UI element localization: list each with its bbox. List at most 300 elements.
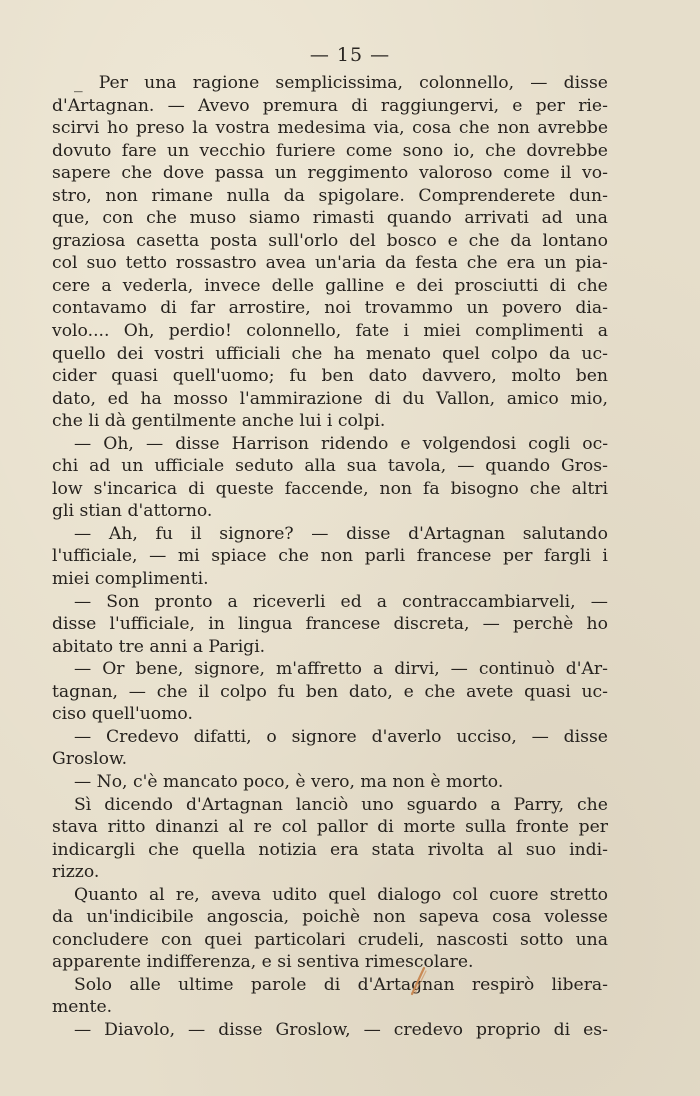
word: o bbox=[266, 726, 277, 747]
word: che bbox=[576, 275, 608, 296]
word: tagnan, bbox=[52, 681, 119, 702]
word: Ah, bbox=[108, 523, 138, 544]
page-number: — 15 — bbox=[309, 44, 391, 66]
word: col bbox=[452, 884, 478, 905]
word: dei bbox=[116, 343, 144, 364]
word: una bbox=[575, 208, 608, 229]
word: davvero, bbox=[421, 366, 497, 387]
word: tavola, bbox=[387, 456, 447, 477]
word: da bbox=[385, 253, 407, 274]
word: fa bbox=[423, 478, 440, 499]
text-line bbox=[52, 681, 608, 704]
word: spiace bbox=[211, 546, 267, 567]
word: alle bbox=[129, 974, 161, 995]
word: bene, bbox=[135, 659, 184, 680]
word: lanciò bbox=[295, 794, 349, 815]
word: proprio bbox=[476, 1019, 541, 1040]
text-line bbox=[52, 929, 608, 952]
word: disse bbox=[175, 433, 220, 454]
word: Credevo bbox=[106, 726, 179, 747]
word: disse bbox=[52, 614, 97, 635]
word: vederla, bbox=[122, 275, 194, 296]
word: aveva bbox=[210, 884, 262, 905]
word: volgendosi bbox=[422, 433, 517, 454]
word: quella bbox=[191, 839, 246, 860]
word: uc- bbox=[581, 681, 608, 702]
word: difatti, bbox=[193, 726, 252, 747]
word: vostri bbox=[154, 343, 205, 364]
word: es- bbox=[583, 1019, 608, 1040]
word: arrostire, bbox=[228, 298, 311, 319]
word: dei bbox=[416, 275, 444, 296]
word: miei bbox=[423, 321, 461, 342]
word: stretto bbox=[549, 884, 608, 905]
word: quando bbox=[485, 456, 551, 477]
word: sguardo bbox=[406, 794, 478, 815]
word: fare bbox=[121, 140, 157, 161]
text-line bbox=[52, 996, 608, 1019]
word: Parry, bbox=[513, 794, 565, 815]
word: valoroso bbox=[418, 163, 493, 184]
text-line bbox=[52, 703, 608, 726]
word: casetta bbox=[136, 230, 200, 251]
word: per bbox=[578, 817, 608, 838]
word: — bbox=[531, 726, 549, 747]
word: oc- bbox=[582, 433, 608, 454]
text-line-content: miei complimenti. bbox=[52, 569, 209, 590]
word: avea bbox=[265, 253, 306, 274]
word: ben bbox=[305, 681, 339, 702]
word: ucciso, bbox=[456, 726, 517, 747]
word: stro, bbox=[52, 185, 92, 206]
word: un bbox=[544, 253, 567, 274]
word: e bbox=[447, 230, 458, 251]
word: re, bbox=[175, 884, 200, 905]
body-text bbox=[52, 72, 608, 1042]
text-line bbox=[52, 794, 608, 817]
word: quasi bbox=[524, 681, 571, 702]
word: quel bbox=[442, 343, 480, 364]
word: Or bbox=[102, 659, 125, 680]
word: Oh, bbox=[103, 433, 134, 454]
text-line bbox=[52, 343, 608, 366]
word: indi- bbox=[569, 839, 608, 860]
word: i bbox=[602, 546, 608, 567]
text-line-content: rizzo. bbox=[52, 862, 100, 883]
word: re bbox=[253, 817, 273, 838]
word: che bbox=[424, 681, 456, 702]
word: che bbox=[577, 794, 608, 815]
word: ho bbox=[107, 118, 129, 139]
text-line bbox=[52, 95, 608, 118]
word: _ bbox=[74, 73, 83, 93]
word: fu bbox=[289, 366, 307, 387]
word: colpo bbox=[220, 681, 267, 702]
word: — bbox=[530, 73, 548, 93]
text-line bbox=[52, 636, 608, 659]
word: fargli bbox=[544, 546, 591, 567]
word: Groslow, bbox=[275, 1019, 351, 1040]
text-line bbox=[52, 410, 608, 433]
word: di bbox=[188, 478, 205, 499]
text-line bbox=[52, 884, 608, 907]
word: una bbox=[575, 929, 608, 950]
word: Avevo bbox=[197, 95, 250, 116]
word: Harrison bbox=[231, 433, 309, 454]
word: — bbox=[128, 681, 146, 702]
word: quel bbox=[328, 884, 367, 905]
word: di bbox=[549, 275, 566, 296]
word: alla bbox=[304, 456, 336, 477]
word: indicargli bbox=[52, 839, 136, 860]
word: — bbox=[482, 614, 500, 635]
word: da bbox=[283, 185, 305, 206]
word: fu bbox=[155, 523, 173, 544]
word: sotto bbox=[520, 929, 564, 950]
word: per bbox=[535, 95, 565, 116]
word: ho bbox=[586, 614, 608, 635]
word: quasi bbox=[111, 366, 158, 387]
text-line bbox=[52, 388, 608, 411]
word: semplicissima, bbox=[275, 73, 403, 93]
word: amico bbox=[506, 388, 559, 409]
word: che bbox=[529, 478, 561, 499]
text-line bbox=[52, 523, 608, 546]
word: pia- bbox=[575, 253, 608, 274]
word: perchè bbox=[513, 614, 574, 635]
word: ragione bbox=[192, 73, 260, 93]
word: Vallon, bbox=[436, 388, 496, 409]
word: cuore bbox=[489, 884, 539, 905]
word: colonnello, bbox=[246, 321, 342, 342]
word: contavamo bbox=[52, 298, 147, 319]
word: premura bbox=[262, 95, 339, 116]
word: con bbox=[102, 208, 134, 229]
word: e bbox=[403, 681, 414, 702]
word: — bbox=[74, 659, 92, 680]
text-line bbox=[52, 162, 608, 185]
word: invece bbox=[204, 275, 261, 296]
word: cosa bbox=[412, 118, 452, 139]
word: da bbox=[52, 907, 74, 928]
word: quello bbox=[52, 343, 106, 364]
word: s'incarica bbox=[93, 478, 178, 499]
word: disse bbox=[346, 523, 391, 544]
text-line bbox=[52, 839, 608, 862]
word: complimenti bbox=[475, 321, 584, 342]
word: pronto bbox=[154, 591, 213, 612]
word: fronte bbox=[515, 817, 569, 838]
word: al bbox=[497, 839, 513, 860]
word: come bbox=[345, 140, 393, 161]
word: scirvi bbox=[52, 118, 100, 139]
word: che bbox=[278, 546, 310, 567]
word: come bbox=[503, 163, 550, 184]
word: d'Artagnan bbox=[357, 974, 455, 995]
word: una bbox=[144, 73, 177, 93]
word: — bbox=[74, 523, 92, 544]
word: uc- bbox=[581, 343, 608, 364]
text-line bbox=[52, 861, 608, 884]
word: — bbox=[145, 433, 164, 454]
text-line bbox=[52, 613, 608, 636]
text-line-content: che li dà gentilmente anche lui i colpi. bbox=[52, 411, 386, 432]
word: non bbox=[373, 907, 406, 928]
word: dato bbox=[368, 366, 408, 387]
word: passa bbox=[214, 163, 264, 184]
word: ultime bbox=[178, 974, 234, 995]
word: molto bbox=[511, 366, 561, 387]
word: per bbox=[503, 546, 533, 567]
text-line bbox=[52, 455, 608, 478]
word: che bbox=[146, 208, 177, 229]
text-line bbox=[52, 297, 608, 320]
word: — bbox=[450, 659, 468, 680]
word: mosso bbox=[173, 388, 228, 409]
word: cider bbox=[52, 366, 97, 387]
word: chi bbox=[52, 456, 79, 477]
word: un'indicibile bbox=[86, 907, 194, 928]
word: sapeva bbox=[418, 907, 480, 928]
word: siamo bbox=[248, 208, 301, 229]
word: un bbox=[167, 140, 190, 161]
word: ritto bbox=[107, 817, 146, 838]
word: colpo bbox=[491, 343, 538, 364]
word: menato bbox=[365, 343, 432, 364]
word: bisogno bbox=[450, 478, 519, 499]
word: fu bbox=[277, 681, 296, 702]
word: salutando bbox=[522, 523, 608, 544]
word: disse bbox=[218, 1019, 263, 1040]
word: angoscia, bbox=[206, 907, 290, 928]
word: Per bbox=[98, 73, 128, 93]
word: dia- bbox=[575, 298, 608, 319]
word: che bbox=[121, 163, 153, 184]
word: ridendo bbox=[321, 433, 389, 454]
word: parole bbox=[250, 974, 307, 995]
text-line bbox=[52, 1019, 608, 1042]
word: fate bbox=[355, 321, 390, 342]
word: al bbox=[228, 817, 244, 838]
word: di bbox=[377, 817, 394, 838]
word: francese bbox=[416, 546, 492, 567]
word: Diavolo, bbox=[104, 1019, 176, 1040]
word: colonnello, bbox=[419, 73, 515, 93]
word: sapere bbox=[52, 163, 111, 184]
word: m'affretto bbox=[275, 659, 363, 680]
word: credevo bbox=[393, 1019, 464, 1040]
word: suo bbox=[525, 839, 557, 860]
text-line-content: mente. bbox=[52, 997, 113, 1018]
word: stava bbox=[52, 817, 98, 838]
word: ha bbox=[333, 343, 355, 364]
word: rossastro bbox=[175, 253, 257, 274]
word: che bbox=[458, 118, 490, 139]
text-line-content: Groslow. bbox=[52, 749, 128, 770]
word: via, bbox=[373, 118, 405, 139]
word: Solo bbox=[74, 974, 112, 995]
word: che bbox=[485, 140, 517, 161]
word: — bbox=[74, 433, 92, 454]
word: a bbox=[373, 659, 384, 680]
word: altri bbox=[571, 478, 608, 499]
word: disse bbox=[563, 726, 608, 747]
word: Quanto bbox=[74, 884, 138, 905]
word: udito bbox=[272, 884, 318, 905]
text-line bbox=[52, 500, 608, 523]
word: Sì bbox=[74, 794, 92, 815]
word: disse bbox=[563, 73, 608, 93]
word: rivolta bbox=[427, 839, 485, 860]
word: Gros- bbox=[560, 456, 608, 477]
word: era bbox=[330, 839, 359, 860]
word: da bbox=[510, 230, 532, 251]
word: furiere bbox=[275, 140, 336, 161]
word: ed bbox=[107, 388, 129, 409]
word: di bbox=[351, 95, 368, 116]
word: cogli bbox=[528, 433, 571, 454]
word: muso bbox=[189, 208, 237, 229]
word: di bbox=[160, 298, 177, 319]
text-line-content: apparente indifferenza, e si sentiva rimescolare. bbox=[52, 952, 474, 973]
word: festa bbox=[415, 253, 458, 274]
text-line bbox=[52, 275, 608, 298]
text-line bbox=[52, 545, 608, 568]
word: — bbox=[363, 1019, 381, 1040]
word: vo- bbox=[582, 163, 608, 184]
word: ha bbox=[140, 388, 162, 409]
word: bosco bbox=[386, 230, 437, 251]
word: e bbox=[395, 275, 406, 296]
word: l'ammirazione bbox=[239, 388, 363, 409]
word: da bbox=[549, 343, 571, 364]
word: la bbox=[192, 118, 208, 139]
word: signore, bbox=[194, 659, 265, 680]
word: di bbox=[374, 388, 391, 409]
pencil-mark-icon bbox=[406, 966, 430, 996]
text-line bbox=[52, 117, 608, 140]
word: riceverli bbox=[252, 591, 326, 612]
word: a bbox=[490, 794, 501, 815]
word: — bbox=[188, 1019, 206, 1040]
word: avrebbe bbox=[537, 118, 608, 139]
word: a bbox=[597, 321, 608, 342]
word: non bbox=[105, 185, 138, 206]
text-line bbox=[52, 207, 608, 230]
word: — bbox=[74, 591, 92, 612]
word: galline bbox=[325, 275, 385, 296]
word: ed bbox=[340, 591, 362, 612]
word: un bbox=[466, 298, 489, 319]
text-line-content: abitato tre anni a Parigi. bbox=[52, 636, 266, 657]
word: lontano bbox=[542, 230, 608, 251]
word: particolari bbox=[254, 929, 346, 950]
word: dicendo bbox=[104, 794, 173, 815]
text-line-content: gli stian d'attorno. bbox=[52, 501, 213, 522]
word: d'Artagnan. bbox=[52, 95, 155, 116]
word: volesse bbox=[544, 907, 608, 928]
text-line bbox=[52, 230, 608, 253]
word: pallor bbox=[316, 817, 368, 838]
word: volo.... bbox=[52, 321, 110, 342]
text-line bbox=[52, 433, 608, 456]
word: graziosa bbox=[52, 230, 126, 251]
word: sua bbox=[346, 456, 377, 477]
word: — bbox=[590, 591, 608, 612]
word: contraccambiarveli, bbox=[402, 591, 576, 612]
word: un bbox=[274, 163, 297, 184]
word: al bbox=[148, 884, 165, 905]
text-line bbox=[52, 478, 608, 501]
word: che bbox=[156, 681, 188, 702]
text-line bbox=[52, 726, 608, 749]
text-line bbox=[52, 72, 608, 95]
text-line-content: — No, c'è mancato poco, è vero, ma non è morto. bbox=[74, 771, 504, 792]
word: dovuto bbox=[52, 140, 112, 161]
word: nascosti bbox=[436, 929, 508, 950]
word: rimasti bbox=[312, 208, 375, 229]
word: arrivati bbox=[464, 208, 529, 229]
word: di bbox=[323, 974, 341, 995]
word: perdio! bbox=[168, 321, 232, 342]
word: nulla bbox=[226, 185, 271, 206]
word: dove bbox=[162, 163, 205, 184]
word: dun- bbox=[568, 185, 608, 206]
word: ufficiali bbox=[215, 343, 281, 364]
word: d'Artagnan bbox=[186, 794, 283, 815]
word: prosciutti bbox=[454, 275, 539, 296]
word: noi bbox=[324, 298, 352, 319]
word: dovrebbe bbox=[526, 140, 608, 161]
word: trovammo bbox=[364, 298, 453, 319]
text-line bbox=[52, 568, 608, 591]
text-line-content: ciso quell'uomo. bbox=[52, 704, 193, 725]
word: — bbox=[311, 523, 329, 544]
word: dialogo bbox=[377, 884, 442, 905]
word: col bbox=[281, 817, 308, 838]
word: quei bbox=[204, 929, 243, 950]
word: que, bbox=[52, 208, 90, 229]
word: preso bbox=[136, 118, 185, 139]
text-line bbox=[52, 591, 608, 614]
word: quell'uomo; bbox=[172, 366, 275, 387]
text-line bbox=[52, 658, 608, 681]
word: morte bbox=[403, 817, 456, 838]
word: d'Ar- bbox=[565, 659, 608, 680]
word: sono bbox=[402, 140, 444, 161]
word: di bbox=[553, 1019, 571, 1040]
word: queste bbox=[215, 478, 274, 499]
word: cosa bbox=[492, 907, 532, 928]
word: a bbox=[227, 591, 238, 612]
text-line bbox=[52, 140, 608, 163]
word: che bbox=[466, 253, 498, 274]
word: — bbox=[74, 726, 92, 747]
word: era bbox=[506, 253, 536, 274]
word: il bbox=[198, 681, 210, 702]
word: il bbox=[560, 163, 572, 184]
word: lingua bbox=[238, 614, 293, 635]
word: un'aria bbox=[314, 253, 377, 274]
word: sull'orlo bbox=[268, 230, 339, 251]
text-line bbox=[52, 365, 608, 388]
word: dato, bbox=[348, 681, 393, 702]
word: sulla bbox=[465, 817, 507, 838]
word: ad bbox=[541, 208, 563, 229]
word: spigolare. bbox=[318, 185, 405, 206]
word: suo bbox=[86, 253, 117, 274]
word: rie- bbox=[578, 95, 608, 116]
